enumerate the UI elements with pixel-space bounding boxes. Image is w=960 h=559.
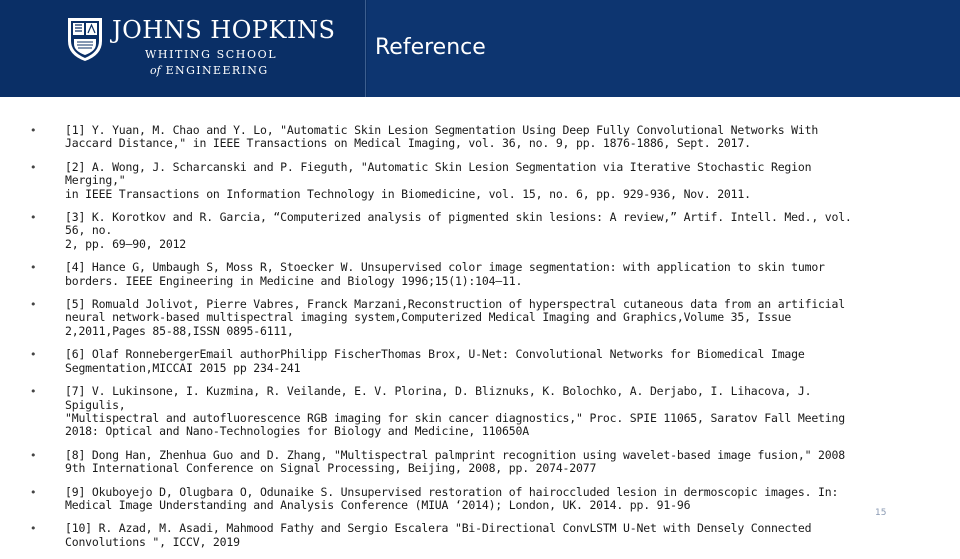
page-number: 15 <box>875 508 887 518</box>
bullet-icon: • <box>30 448 37 462</box>
logo-school-name: WHITING SCHOOL <box>145 48 278 61</box>
reference-text: [7] V. Lukinsone, I. Kuzmina, R. Veilande, E. V. Plorina, D. Bliznuks, K. Bolochko, A. Derjabo, I. Lihacova, J. Spigulis, "Multispectral and autofluorescence RGB imaging for skin cancer diagnostics," Proc. SPIE 11065, Saratov Fall Meeting 2018: Optical and Nano-Technologies for Biology and Medicine, 110650A <box>65 384 845 439</box>
reference-item <box>30 211 860 251</box>
bullet-icon: • <box>30 124 37 137</box>
logo-engineering-word: ENGINEERING <box>165 64 269 77</box>
reference-text: [5] Romuald Jolivot, Pierre Vabres, Franck Marzani,Reconstruction of hyperspectral cutaneous data from an artificial neural network-based multispectral imaging system,Computerized Medical Imaging and Graphics,Volume 35, Issue 2,2011,Pages 85-88,ISSN 0895-6111, <box>65 297 845 338</box>
logo-of: of <box>150 64 161 77</box>
reference-text: [2] A. Wong, J. Scharcanski and P. Fieguth, "Automatic Skin Lesion Segmentation via Iterative Stochastic Region Merging," in IEEE Transactions on Information Technology in Biomedicine, vol. 15, no. 6, pp. 929-936, Nov. 2011. <box>65 159 812 201</box>
reference-text: [8] Dong Han, Zhenhua Guo and D. Zhang, "Multispectral palmprint recognition using wavelet-based image fusion," 2008 9th International Conference on Signal Processing, Beijing, 2008, pp. 2074-2077 <box>65 447 845 476</box>
reference-item <box>30 522 860 549</box>
logo-engineering <box>150 64 269 77</box>
title-area <box>367 0 960 97</box>
bullet-icon: • <box>30 261 37 275</box>
reference-item <box>30 124 860 151</box>
reference-text: [1] Y. Yuan, M. Chao and Y. Lo, "Automatic Skin Lesion Segmentation Using Deep Fully Convolutional Networks With Jaccard Distance," in IEEE Transactions on Medical Imaging, vol. 36, no. 9, pp. 1876-1886, Sept. 2017. <box>65 123 819 151</box>
bullet-icon: • <box>30 298 37 312</box>
bullet-icon: • <box>30 160 37 174</box>
bullet-icon: • <box>30 522 37 536</box>
reference-text: [4] Hance G, Umbaugh S, Moss R, Stoecker W. Unsupervised color image segmentation: with application to skin tumor borders. IEEE Engineering in Medicine and Biology 1996;15(1):104–11. <box>65 260 825 288</box>
reference-item <box>30 348 860 375</box>
reference-item <box>30 486 860 513</box>
reference-item <box>30 261 860 288</box>
reference-item <box>30 161 860 201</box>
university-logo <box>0 0 366 97</box>
slide-title: Reference <box>375 35 486 60</box>
shield-icon <box>66 15 104 63</box>
reference-item <box>30 385 860 439</box>
reference-text: [6] Olaf RonnebergerEmail authorPhilipp FischerThomas Brox, U-Net: Convolutional Networks for Biomedical Image Segmentation,MICCAI 2015 pp 234-241 <box>65 347 805 375</box>
bullet-icon: • <box>30 348 37 362</box>
bullet-icon: • <box>30 385 37 399</box>
bullet-icon: • <box>30 211 37 225</box>
header-bar <box>0 0 960 97</box>
reference-text: [3] K. Korotkov and R. Garcia, “Computerized analysis of pigmented skin lesions: A review,” Artif. Intell. Med., vol. 56, no. 2, pp. 69–90, 2012 <box>65 210 852 251</box>
bullet-icon: • <box>30 485 37 499</box>
reference-list <box>30 124 860 559</box>
reference-text: [10] R. Azad, M. Asadi, Mahmood Fathy and Sergio Escalera "Bi-Directional ConvLSTM U-Net with Densely Connected Convolutions ", ICCV, 2019 <box>65 521 812 549</box>
reference-item <box>30 449 860 476</box>
reference-item <box>30 298 860 338</box>
reference-text: [9] Okuboyejo D, Olugbara O, Odunaike S. Unsupervised restoration of hairoccluded lesion in dermoscopic images. In: Medical Image Understanding and Analysis Conference (MIUA ‘2014); London, UK. 2014. pp. 91-96 <box>65 484 839 512</box>
logo-university-name: JOHNS HOPKINS <box>112 16 336 44</box>
